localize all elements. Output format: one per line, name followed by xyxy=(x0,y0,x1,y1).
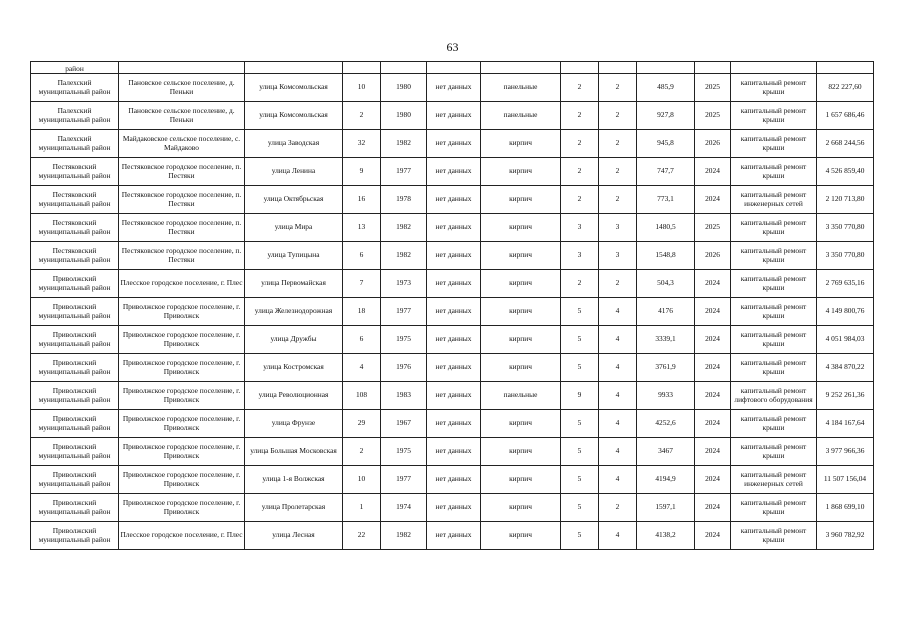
house-cell: 16 xyxy=(343,186,381,214)
area-cell: 9933 xyxy=(637,382,695,410)
settlement-cell: Приволжское городское поселение, г. Приволжск xyxy=(119,298,245,326)
work-cell: капитальный ремонт крыши xyxy=(731,522,817,550)
area-cell: 1597,1 xyxy=(637,494,695,522)
table-row xyxy=(31,214,874,242)
cost-cell: 2 769 635,16 xyxy=(817,270,874,298)
cost-cell xyxy=(817,62,874,74)
house-cell: 13 xyxy=(343,214,381,242)
house-cell: 32 xyxy=(343,130,381,158)
street-cell: улица Ленина xyxy=(245,158,343,186)
walls-cell: кирпич xyxy=(481,214,561,242)
area-cell: 3761,9 xyxy=(637,354,695,382)
entrances-cell xyxy=(599,62,637,74)
district-cell: Приволжский муниципальный район xyxy=(31,438,119,466)
walls-cell: кирпич xyxy=(481,242,561,270)
settlement-cell: Приволжское городское поселение, г. Приволжск xyxy=(119,494,245,522)
walls-cell: кирпич xyxy=(481,522,561,550)
entrances-cell: 2 xyxy=(599,74,637,102)
area-cell: 773,1 xyxy=(637,186,695,214)
work-cell: капитальный ремонт крыши xyxy=(731,130,817,158)
walls-cell: кирпич xyxy=(481,410,561,438)
entrances-cell: 4 xyxy=(599,438,637,466)
entrances-cell: 2 xyxy=(599,102,637,130)
settlement-cell: Приволжское городское поселение, г. Приволжск xyxy=(119,438,245,466)
district-cell: Приволжский муниципальный район xyxy=(31,270,119,298)
street-cell: улица Дружбы xyxy=(245,326,343,354)
year-cell xyxy=(381,62,427,74)
plan-year-cell: 2025 xyxy=(695,214,731,242)
table-row xyxy=(31,438,874,466)
entrances-cell: 2 xyxy=(599,186,637,214)
cost-cell: 1 657 686,46 xyxy=(817,102,874,130)
walls-cell: кирпич xyxy=(481,494,561,522)
year-cell: 1980 xyxy=(381,102,427,130)
walls-cell: кирпич xyxy=(481,270,561,298)
cost-cell: 3 977 966,36 xyxy=(817,438,874,466)
street-cell xyxy=(245,62,343,74)
district-cell: Палехский муниципальный район xyxy=(31,130,119,158)
district-cell: Приволжский муниципальный район xyxy=(31,494,119,522)
street-cell: улица Заводская xyxy=(245,130,343,158)
overhaul-year-cell: нет данных xyxy=(427,242,481,270)
year-cell: 1975 xyxy=(381,326,427,354)
walls-cell: кирпич xyxy=(481,298,561,326)
walls-cell xyxy=(481,62,561,74)
settlement-cell: Майдаковское сельское поселение, с. Майдаково xyxy=(119,130,245,158)
plan-year-cell xyxy=(695,62,731,74)
area-cell: 4138,2 xyxy=(637,522,695,550)
area-cell: 4176 xyxy=(637,298,695,326)
street-cell: улица Костромская xyxy=(245,354,343,382)
district-cell: Палехский муниципальный район xyxy=(31,102,119,130)
settlement-cell: Пестяковское городское поселение, п. Пестяки xyxy=(119,242,245,270)
street-cell: улица Октябрьская xyxy=(245,186,343,214)
walls-cell: кирпич xyxy=(481,354,561,382)
year-cell: 1982 xyxy=(381,522,427,550)
page-number: 63 xyxy=(446,40,459,54)
cost-cell: 4 149 800,76 xyxy=(817,298,874,326)
plan-year-cell: 2024 xyxy=(695,466,731,494)
house-cell: 22 xyxy=(343,522,381,550)
walls-cell: кирпич xyxy=(481,326,561,354)
plan-year-cell: 2025 xyxy=(695,102,731,130)
walls-cell: кирпич xyxy=(481,158,561,186)
table-row xyxy=(31,466,874,494)
cost-cell: 4 526 859,40 xyxy=(817,158,874,186)
work-cell: капитальный ремонт лифтового оборудования xyxy=(731,382,817,410)
table-row xyxy=(31,270,874,298)
floors-cell: 2 xyxy=(561,74,599,102)
work-cell: капитальный ремонт крыши xyxy=(731,102,817,130)
overhaul-year-cell: нет данных xyxy=(427,102,481,130)
overhaul-year-cell: нет данных xyxy=(427,298,481,326)
entrances-cell: 4 xyxy=(599,326,637,354)
cost-cell: 9 252 261,36 xyxy=(817,382,874,410)
table-row xyxy=(31,158,874,186)
walls-cell: кирпич xyxy=(481,186,561,214)
district-cell: Приволжский муниципальный район xyxy=(31,326,119,354)
plan-year-cell: 2024 xyxy=(695,494,731,522)
cost-cell: 3 960 782,92 xyxy=(817,522,874,550)
settlement-cell: Пестяковское городское поселение, п. Пестяки xyxy=(119,158,245,186)
work-cell: капитальный ремонт крыши xyxy=(731,270,817,298)
district-cell: Приволжский муниципальный район xyxy=(31,522,119,550)
district-cell: Пестяковский муниципальный район xyxy=(31,186,119,214)
entrances-cell: 4 xyxy=(599,410,637,438)
house-cell: 29 xyxy=(343,410,381,438)
year-cell: 1978 xyxy=(381,186,427,214)
table-row xyxy=(31,102,874,130)
street-cell: улица Первомайская xyxy=(245,270,343,298)
overhaul-year-cell: нет данных xyxy=(427,354,481,382)
overhaul-year-cell: нет данных xyxy=(427,466,481,494)
work-cell: капитальный ремонт инженерных сетей xyxy=(731,186,817,214)
street-cell: улица Комсомольская xyxy=(245,74,343,102)
area-cell: 485,9 xyxy=(637,74,695,102)
settlement-cell: Приволжское городское поселение, г. Приволжск xyxy=(119,382,245,410)
entrances-cell: 4 xyxy=(599,298,637,326)
table-row xyxy=(31,186,874,214)
work-cell: капитальный ремонт крыши xyxy=(731,326,817,354)
plan-year-cell: 2024 xyxy=(695,354,731,382)
overhaul-year-cell: нет данных xyxy=(427,410,481,438)
floors-cell: 3 xyxy=(561,214,599,242)
street-cell: улица Революционная xyxy=(245,382,343,410)
area-cell: 4194,9 xyxy=(637,466,695,494)
plan-year-cell: 2024 xyxy=(695,326,731,354)
district-cell: Пестяковский муниципальный район xyxy=(31,242,119,270)
entrances-cell: 3 xyxy=(599,214,637,242)
overhaul-year-cell: нет данных xyxy=(427,438,481,466)
entrances-cell: 3 xyxy=(599,242,637,270)
settlement-cell xyxy=(119,62,245,74)
floors-cell: 5 xyxy=(561,354,599,382)
street-cell: улица Железнодорожная xyxy=(245,298,343,326)
house-cell: 10 xyxy=(343,466,381,494)
walls-cell: панельные xyxy=(481,74,561,102)
year-cell: 1967 xyxy=(381,410,427,438)
house-cell: 10 xyxy=(343,74,381,102)
floors-cell: 2 xyxy=(561,186,599,214)
settlement-cell: Приволжское городское поселение, г. Приволжск xyxy=(119,326,245,354)
table-row xyxy=(31,382,874,410)
work-cell: капитальный ремонт крыши xyxy=(731,298,817,326)
house-cell: 18 xyxy=(343,298,381,326)
year-cell: 1982 xyxy=(381,242,427,270)
plan-year-cell: 2024 xyxy=(695,186,731,214)
street-cell: улица 1-я Волжская xyxy=(245,466,343,494)
house-cell: 7 xyxy=(343,270,381,298)
district-cell: Приволжский муниципальный район xyxy=(31,410,119,438)
plan-year-cell: 2024 xyxy=(695,522,731,550)
settlement-cell: Плесское городское поселение, г. Плес xyxy=(119,522,245,550)
work-cell: капитальный ремонт инженерных сетей xyxy=(731,466,817,494)
year-cell: 1973 xyxy=(381,270,427,298)
district-cell: Приволжский муниципальный район xyxy=(31,382,119,410)
area-cell: 4252,6 xyxy=(637,410,695,438)
overhaul-year-cell: нет данных xyxy=(427,158,481,186)
overhaul-year-cell: нет данных xyxy=(427,326,481,354)
work-cell: капитальный ремонт крыши xyxy=(731,354,817,382)
year-cell: 1977 xyxy=(381,466,427,494)
cost-cell: 4 384 870,22 xyxy=(817,354,874,382)
plan-year-cell: 2025 xyxy=(695,74,731,102)
floors-cell: 2 xyxy=(561,102,599,130)
plan-year-cell: 2024 xyxy=(695,298,731,326)
table-row xyxy=(31,494,874,522)
table-row xyxy=(31,354,874,382)
cost-cell: 2 120 713,80 xyxy=(817,186,874,214)
walls-cell: панельные xyxy=(481,102,561,130)
overhaul-year-cell: нет данных xyxy=(427,382,481,410)
area-cell: 3339,1 xyxy=(637,326,695,354)
floors-cell: 5 xyxy=(561,494,599,522)
table-row xyxy=(31,522,874,550)
entrances-cell: 4 xyxy=(599,382,637,410)
district-cell: Пестяковский муниципальный район xyxy=(31,158,119,186)
walls-cell: кирпич xyxy=(481,466,561,494)
plan-year-cell: 2024 xyxy=(695,438,731,466)
settlement-cell: Приволжское городское поселение, г. Приволжск xyxy=(119,354,245,382)
floors-cell: 2 xyxy=(561,130,599,158)
table-body xyxy=(31,62,874,550)
plan-year-cell: 2024 xyxy=(695,410,731,438)
house-cell: 2 xyxy=(343,438,381,466)
house-cell: 9 xyxy=(343,158,381,186)
plan-year-cell: 2024 xyxy=(695,382,731,410)
overhaul-year-cell: нет данных xyxy=(427,74,481,102)
district-cell: Пестяковский муниципальный район xyxy=(31,214,119,242)
house-cell: 1 xyxy=(343,494,381,522)
cost-cell: 2 668 244,56 xyxy=(817,130,874,158)
settlement-cell: Плесское городское поселение, г. Плес xyxy=(119,270,245,298)
street-cell: улица Тупицына xyxy=(245,242,343,270)
overhaul-year-cell: нет данных xyxy=(427,130,481,158)
plan-year-cell: 2026 xyxy=(695,242,731,270)
cost-cell: 4 184 167,64 xyxy=(817,410,874,438)
year-cell: 1982 xyxy=(381,130,427,158)
table-row-continuation xyxy=(31,62,874,74)
street-cell: улица Комсомольская xyxy=(245,102,343,130)
settlement-cell: Пестяковское городское поселение, п. Пестяки xyxy=(119,214,245,242)
floors-cell: 5 xyxy=(561,298,599,326)
floors-cell: 5 xyxy=(561,410,599,438)
settlement-cell: Приволжское городское поселение, г. Приволжск xyxy=(119,410,245,438)
district-cell: район xyxy=(31,62,119,74)
work-cell: капитальный ремонт крыши xyxy=(731,74,817,102)
year-cell: 1977 xyxy=(381,298,427,326)
year-cell: 1974 xyxy=(381,494,427,522)
table-row xyxy=(31,74,874,102)
settlement-cell: Пановское сельское поселение, д. Пеньки xyxy=(119,102,245,130)
floors-cell: 9 xyxy=(561,382,599,410)
cost-cell: 11 507 156,04 xyxy=(817,466,874,494)
table-row xyxy=(31,410,874,438)
cost-cell: 822 227,60 xyxy=(817,74,874,102)
cost-cell: 4 051 984,03 xyxy=(817,326,874,354)
plan-year-cell: 2024 xyxy=(695,158,731,186)
house-cell: 6 xyxy=(343,242,381,270)
entrances-cell: 2 xyxy=(599,270,637,298)
walls-cell: кирпич xyxy=(481,438,561,466)
floors-cell: 2 xyxy=(561,158,599,186)
year-cell: 1983 xyxy=(381,382,427,410)
floors-cell: 2 xyxy=(561,270,599,298)
street-cell: улица Мира xyxy=(245,214,343,242)
floors-cell: 3 xyxy=(561,242,599,270)
cost-cell: 1 868 699,10 xyxy=(817,494,874,522)
house-cell xyxy=(343,62,381,74)
house-cell: 108 xyxy=(343,382,381,410)
entrances-cell: 2 xyxy=(599,158,637,186)
year-cell: 1980 xyxy=(381,74,427,102)
work-cell: капитальный ремонт крыши xyxy=(731,158,817,186)
settlement-cell: Пестяковское городское поселение, п. Пестяки xyxy=(119,186,245,214)
area-cell: 3467 xyxy=(637,438,695,466)
overhaul-year-cell: нет данных xyxy=(427,186,481,214)
table-row xyxy=(31,130,874,158)
floors-cell: 5 xyxy=(561,522,599,550)
floors-cell: 5 xyxy=(561,438,599,466)
entrances-cell: 2 xyxy=(599,494,637,522)
overhaul-year-cell: нет данных xyxy=(427,522,481,550)
year-cell: 1977 xyxy=(381,158,427,186)
street-cell: улица Пролетарская xyxy=(245,494,343,522)
area-cell: 927,8 xyxy=(637,102,695,130)
street-cell: улица Большая Московская xyxy=(245,438,343,466)
table-row xyxy=(31,242,874,270)
entrances-cell: 4 xyxy=(599,354,637,382)
district-cell: Приволжский муниципальный район xyxy=(31,354,119,382)
house-cell: 2 xyxy=(343,102,381,130)
overhaul-year-cell xyxy=(427,62,481,74)
year-cell: 1982 xyxy=(381,214,427,242)
area-cell: 945,8 xyxy=(637,130,695,158)
floors-cell: 5 xyxy=(561,326,599,354)
area-cell: 504,3 xyxy=(637,270,695,298)
overhaul-year-cell: нет данных xyxy=(427,494,481,522)
district-cell: Приволжский муниципальный район xyxy=(31,298,119,326)
cost-cell: 3 350 770,80 xyxy=(817,214,874,242)
year-cell: 1975 xyxy=(381,438,427,466)
overhaul-year-cell: нет данных xyxy=(427,270,481,298)
floors-cell: 5 xyxy=(561,466,599,494)
area-cell: 747,7 xyxy=(637,158,695,186)
housing-repair-table xyxy=(30,61,874,550)
work-cell xyxy=(731,62,817,74)
area-cell xyxy=(637,62,695,74)
table-row xyxy=(31,298,874,326)
district-cell: Палехский муниципальный район xyxy=(31,74,119,102)
house-cell: 4 xyxy=(343,354,381,382)
floors-cell xyxy=(561,62,599,74)
entrances-cell: 2 xyxy=(599,130,637,158)
cost-cell: 3 350 770,80 xyxy=(817,242,874,270)
area-cell: 1548,8 xyxy=(637,242,695,270)
settlement-cell: Приволжское городское поселение, г. Приволжск xyxy=(119,466,245,494)
district-cell: Приволжский муниципальный район xyxy=(31,466,119,494)
work-cell: капитальный ремонт крыши xyxy=(731,242,817,270)
work-cell: капитальный ремонт крыши xyxy=(731,214,817,242)
walls-cell: кирпич xyxy=(481,130,561,158)
work-cell: капитальный ремонт крыши xyxy=(731,438,817,466)
plan-year-cell: 2024 xyxy=(695,270,731,298)
work-cell: капитальный ремонт крыши xyxy=(731,410,817,438)
walls-cell: панельные xyxy=(481,382,561,410)
table-row xyxy=(31,326,874,354)
street-cell: улица Лесная xyxy=(245,522,343,550)
entrances-cell: 4 xyxy=(599,466,637,494)
work-cell: капитальный ремонт крыши xyxy=(731,494,817,522)
area-cell: 1480,5 xyxy=(637,214,695,242)
overhaul-year-cell: нет данных xyxy=(427,214,481,242)
settlement-cell: Пановское сельское поселение, д. Пеньки xyxy=(119,74,245,102)
year-cell: 1976 xyxy=(381,354,427,382)
street-cell: улица Фрунзе xyxy=(245,410,343,438)
entrances-cell: 4 xyxy=(599,522,637,550)
plan-year-cell: 2026 xyxy=(695,130,731,158)
house-cell: 6 xyxy=(343,326,381,354)
